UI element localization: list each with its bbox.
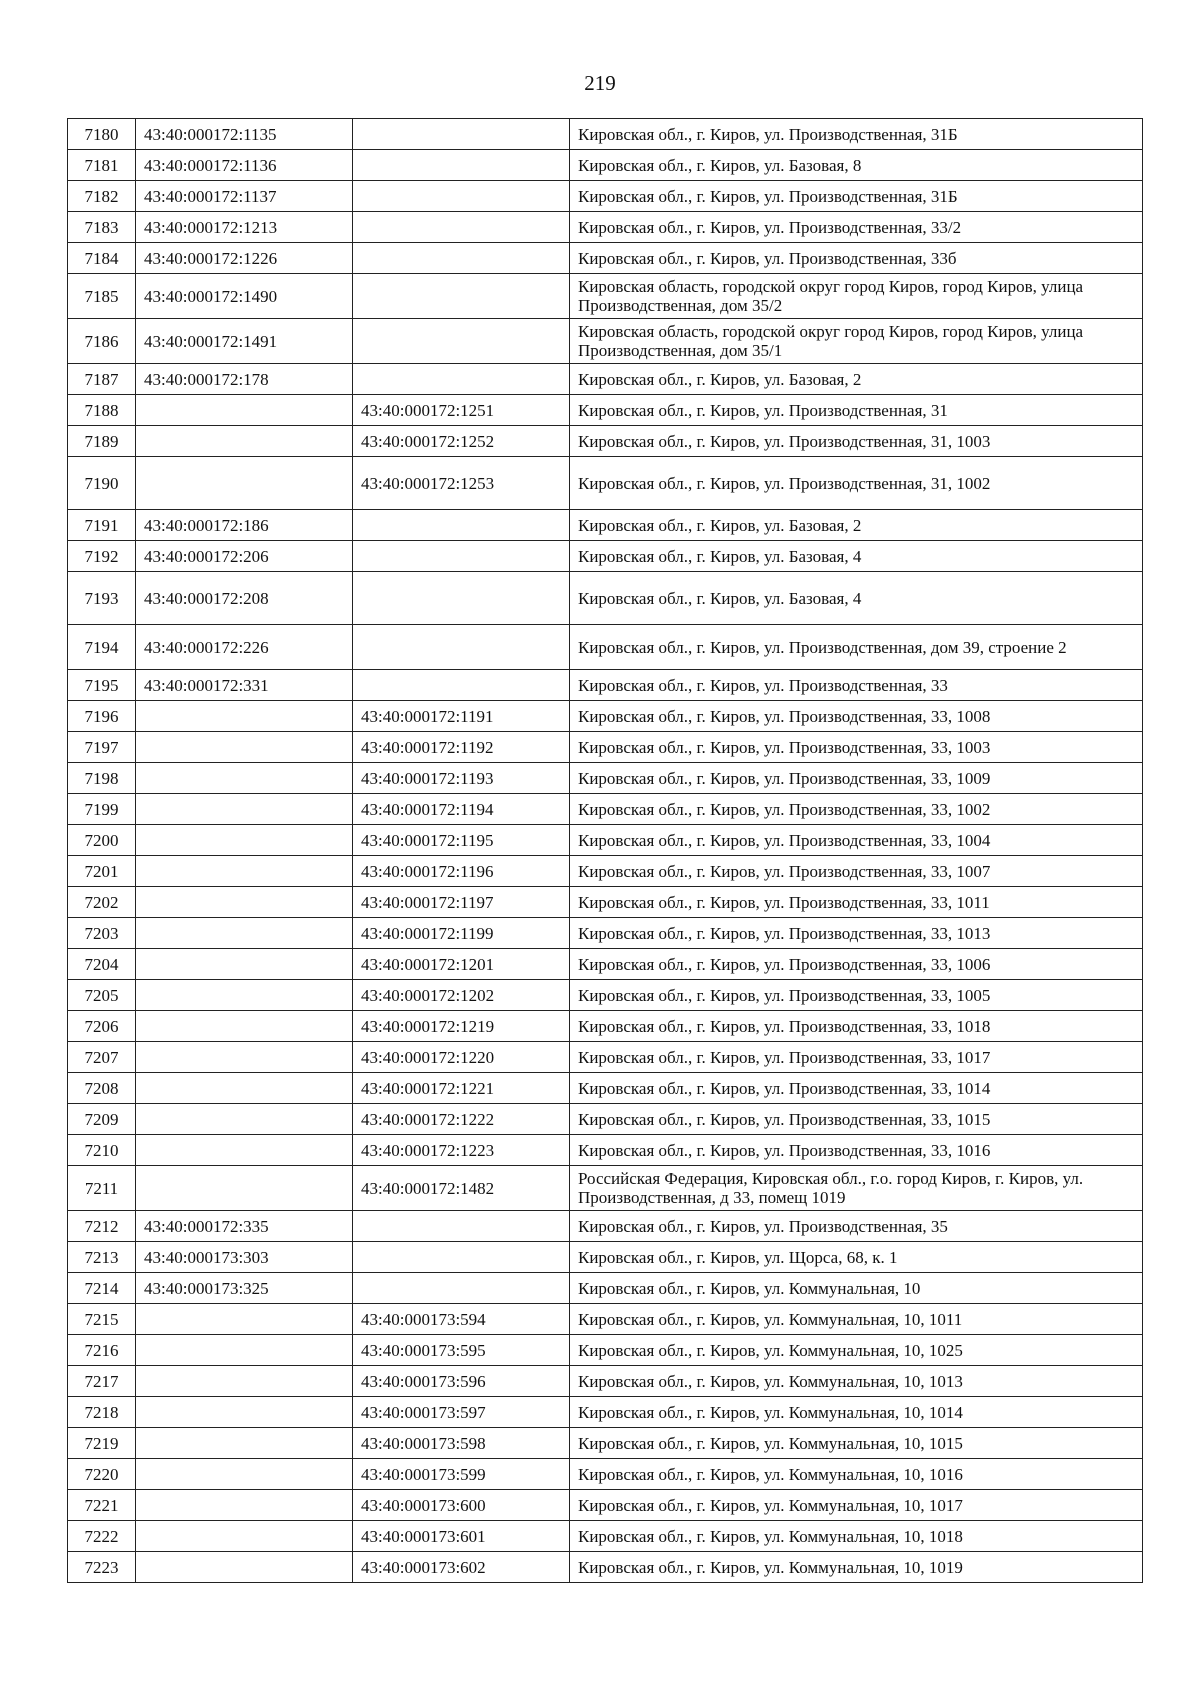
land-cadastral-number [136, 1366, 353, 1397]
address: Кировская обл., г. Киров, ул. Базовая, 2 [570, 510, 1143, 541]
table-row [68, 274, 1143, 319]
row-number: 7209 [68, 1104, 136, 1135]
row-number: 7205 [68, 980, 136, 1011]
object-cadastral-number [353, 364, 570, 395]
land-cadastral-number [136, 1073, 353, 1104]
row-number: 7206 [68, 1011, 136, 1042]
object-cadastral-number: 43:40:000172:1482 [353, 1166, 570, 1211]
object-cadastral-number [353, 1273, 570, 1304]
row-number: 7193 [68, 572, 136, 625]
address: Кировская обл., г. Киров, ул. Базовая, 2 [570, 364, 1143, 395]
address: Кировская обл., г. Киров, ул. Производственная, 33, 1008 [570, 701, 1143, 732]
object-cadastral-number [353, 319, 570, 364]
row-number: 7190 [68, 457, 136, 510]
table-row [68, 1166, 1143, 1211]
land-cadastral-number: 43:40:000172:1137 [136, 181, 353, 212]
land-cadastral-number: 43:40:000172:331 [136, 670, 353, 701]
row-number: 7212 [68, 1211, 136, 1242]
row-number: 7180 [68, 119, 136, 150]
address: Кировская обл., г. Киров, ул. Производственная, 31Б [570, 119, 1143, 150]
address: Кировская обл., г. Киров, ул. Производственная, 33, 1009 [570, 763, 1143, 794]
table-row [68, 1366, 1143, 1397]
table-row [68, 510, 1143, 541]
table-row [68, 1073, 1143, 1104]
land-cadastral-number: 43:40:000172:226 [136, 625, 353, 670]
land-cadastral-number [136, 763, 353, 794]
table-row [68, 701, 1143, 732]
address: Кировская обл., г. Киров, ул. Производственная, 33, 1004 [570, 825, 1143, 856]
address: Кировская обл., г. Киров, ул. Производственная, 33, 1007 [570, 856, 1143, 887]
row-number: 7197 [68, 732, 136, 763]
row-number: 7204 [68, 949, 136, 980]
object-cadastral-number: 43:40:000173:602 [353, 1552, 570, 1583]
address: Кировская обл., г. Киров, ул. Производственная, 33/2 [570, 212, 1143, 243]
land-cadastral-number: 43:40:000172:186 [136, 510, 353, 541]
table-row [68, 426, 1143, 457]
table-row [68, 395, 1143, 426]
object-cadastral-number: 43:40:000173:601 [353, 1521, 570, 1552]
land-cadastral-number [136, 1459, 353, 1490]
object-cadastral-number: 43:40:000173:596 [353, 1366, 570, 1397]
page-number: 219 [584, 71, 616, 95]
table-row [68, 1104, 1143, 1135]
table-row [68, 1242, 1143, 1273]
object-cadastral-number: 43:40:000172:1219 [353, 1011, 570, 1042]
cadastral-table [67, 118, 1143, 1583]
land-cadastral-number: 43:40:000172:1490 [136, 274, 353, 319]
table-row [68, 1304, 1143, 1335]
object-cadastral-number: 43:40:000172:1201 [353, 949, 570, 980]
land-cadastral-number [136, 701, 353, 732]
table-row [68, 1273, 1143, 1304]
table-row [68, 1335, 1143, 1366]
row-number: 7188 [68, 395, 136, 426]
land-cadastral-number [136, 1521, 353, 1552]
land-cadastral-number [136, 1304, 353, 1335]
row-number: 7220 [68, 1459, 136, 1490]
row-number: 7207 [68, 1042, 136, 1073]
object-cadastral-number [353, 212, 570, 243]
row-number: 7191 [68, 510, 136, 541]
address: Кировская обл., г. Киров, ул. Коммунальная, 10, 1013 [570, 1366, 1143, 1397]
row-number: 7182 [68, 181, 136, 212]
land-cadastral-number [136, 426, 353, 457]
address: Кировская обл., г. Киров, ул. Коммунальная, 10, 1025 [570, 1335, 1143, 1366]
row-number: 7192 [68, 541, 136, 572]
address: Кировская обл., г. Киров, ул. Производственная, 33 [570, 670, 1143, 701]
land-cadastral-number: 43:40:000172:206 [136, 541, 353, 572]
land-cadastral-number: 43:40:000172:1491 [136, 319, 353, 364]
table-row [68, 364, 1143, 395]
table-row [68, 212, 1143, 243]
land-cadastral-number: 43:40:000172:178 [136, 364, 353, 395]
land-cadastral-number [136, 856, 353, 887]
land-cadastral-number [136, 1011, 353, 1042]
object-cadastral-number: 43:40:000172:1195 [353, 825, 570, 856]
land-cadastral-number [136, 1042, 353, 1073]
row-number: 7211 [68, 1166, 136, 1211]
land-cadastral-number [136, 825, 353, 856]
address: Кировская обл., г. Киров, ул. Производственная, 33б [570, 243, 1143, 274]
table-row [68, 949, 1143, 980]
table-row [68, 1552, 1143, 1583]
land-cadastral-number [136, 949, 353, 980]
row-number: 7196 [68, 701, 136, 732]
row-number: 7223 [68, 1552, 136, 1583]
object-cadastral-number: 43:40:000172:1220 [353, 1042, 570, 1073]
object-cadastral-number: 43:40:000172:1192 [353, 732, 570, 763]
object-cadastral-number [353, 150, 570, 181]
land-cadastral-number [136, 457, 353, 510]
address: Российская Федерация, Кировская обл., г.о. город Киров, г. Киров, ул. Производственная, д 33, помещ 1019 [570, 1166, 1143, 1211]
address: Кировская обл., г. Киров, ул. Производственная, 33, 1018 [570, 1011, 1143, 1042]
object-cadastral-number: 43:40:000173:595 [353, 1335, 570, 1366]
table-row [68, 150, 1143, 181]
object-cadastral-number: 43:40:000172:1191 [353, 701, 570, 732]
address: Кировская обл., г. Киров, ул. Базовая, 8 [570, 150, 1143, 181]
land-cadastral-number: 43:40:000172:335 [136, 1211, 353, 1242]
address: Кировская обл., г. Киров, ул. Производственная, 31 [570, 395, 1143, 426]
row-number: 7189 [68, 426, 136, 457]
object-cadastral-number [353, 1242, 570, 1273]
table-row [68, 625, 1143, 670]
row-number: 7215 [68, 1304, 136, 1335]
row-number: 7185 [68, 274, 136, 319]
object-cadastral-number [353, 670, 570, 701]
row-number: 7219 [68, 1428, 136, 1459]
land-cadastral-number [136, 395, 353, 426]
address: Кировская обл., г. Киров, ул. Коммунальная, 10, 1015 [570, 1428, 1143, 1459]
address: Кировская обл., г. Киров, ул. Производственная, 33, 1005 [570, 980, 1143, 1011]
address: Кировская обл., г. Киров, ул. Производственная, 33, 1013 [570, 918, 1143, 949]
table-row [68, 794, 1143, 825]
land-cadastral-number [136, 1490, 353, 1521]
table-row [68, 1397, 1143, 1428]
row-number: 7221 [68, 1490, 136, 1521]
land-cadastral-number [136, 1397, 353, 1428]
table-row [68, 732, 1143, 763]
table-row [68, 1211, 1143, 1242]
address: Кировская обл., г. Киров, ул. Производственная, 31Б [570, 181, 1143, 212]
address: Кировская область, городской округ город Киров, город Киров, улица Производственная, дом 35/2 [570, 274, 1143, 319]
table-row [68, 856, 1143, 887]
address: Кировская обл., г. Киров, ул. Базовая, 4 [570, 572, 1143, 625]
object-cadastral-number: 43:40:000172:1194 [353, 794, 570, 825]
table-row [68, 1428, 1143, 1459]
row-number: 7186 [68, 319, 136, 364]
object-cadastral-number [353, 181, 570, 212]
row-number: 7187 [68, 364, 136, 395]
address: Кировская обл., г. Киров, ул. Коммунальная, 10, 1018 [570, 1521, 1143, 1552]
row-number: 7208 [68, 1073, 136, 1104]
object-cadastral-number: 43:40:000172:1253 [353, 457, 570, 510]
object-cadastral-number: 43:40:000173:597 [353, 1397, 570, 1428]
address: Кировская обл., г. Киров, ул. Производственная, 33, 1017 [570, 1042, 1143, 1073]
table-row [68, 887, 1143, 918]
table-row [68, 918, 1143, 949]
object-cadastral-number [353, 541, 570, 572]
address: Кировская обл., г. Киров, ул. Производственная, 31, 1003 [570, 426, 1143, 457]
table-row [68, 457, 1143, 510]
land-cadastral-number [136, 794, 353, 825]
table-row [68, 763, 1143, 794]
object-cadastral-number: 43:40:000172:1251 [353, 395, 570, 426]
table-row [68, 119, 1143, 150]
object-cadastral-number [353, 572, 570, 625]
object-cadastral-number [353, 625, 570, 670]
row-number: 7217 [68, 1366, 136, 1397]
object-cadastral-number: 43:40:000172:1252 [353, 426, 570, 457]
object-cadastral-number [353, 243, 570, 274]
object-cadastral-number [353, 119, 570, 150]
row-number: 7218 [68, 1397, 136, 1428]
table-row [68, 1490, 1143, 1521]
table-row [68, 1011, 1143, 1042]
land-cadastral-number [136, 1428, 353, 1459]
land-cadastral-number: 43:40:000173:303 [136, 1242, 353, 1273]
row-number: 7199 [68, 794, 136, 825]
row-number: 7198 [68, 763, 136, 794]
table-row [68, 243, 1143, 274]
address: Кировская обл., г. Киров, ул. Коммунальная, 10, 1014 [570, 1397, 1143, 1428]
row-number: 7194 [68, 625, 136, 670]
address: Кировская обл., г. Киров, ул. Базовая, 4 [570, 541, 1143, 572]
object-cadastral-number: 43:40:000173:599 [353, 1459, 570, 1490]
address: Кировская область, городской округ город Киров, город Киров, улица Производственная, дом 35/1 [570, 319, 1143, 364]
object-cadastral-number: 43:40:000172:1221 [353, 1073, 570, 1104]
address: Кировская обл., г. Киров, ул. Производственная, 33, 1015 [570, 1104, 1143, 1135]
object-cadastral-number: 43:40:000173:598 [353, 1428, 570, 1459]
table-row [68, 825, 1143, 856]
object-cadastral-number: 43:40:000172:1202 [353, 980, 570, 1011]
address: Кировская обл., г. Киров, ул. Производственная, 35 [570, 1211, 1143, 1242]
land-cadastral-number: 43:40:000172:1226 [136, 243, 353, 274]
row-number: 7202 [68, 887, 136, 918]
object-cadastral-number: 43:40:000173:594 [353, 1304, 570, 1335]
object-cadastral-number: 43:40:000172:1199 [353, 918, 570, 949]
land-cadastral-number [136, 1135, 353, 1166]
address: Кировская обл., г. Киров, ул. Производственная, 31, 1002 [570, 457, 1143, 510]
land-cadastral-number [136, 1104, 353, 1135]
table-row [68, 541, 1143, 572]
table-row [68, 319, 1143, 364]
table-row [68, 1521, 1143, 1552]
row-number: 7222 [68, 1521, 136, 1552]
address: Кировская обл., г. Киров, ул. Коммунальная, 10, 1016 [570, 1459, 1143, 1490]
row-number: 7201 [68, 856, 136, 887]
object-cadastral-number [353, 510, 570, 541]
table-row [68, 980, 1143, 1011]
table-row [68, 1135, 1143, 1166]
land-cadastral-number: 43:40:000172:1135 [136, 119, 353, 150]
address: Кировская обл., г. Киров, ул. Производственная, 33, 1002 [570, 794, 1143, 825]
address: Кировская обл., г. Киров, ул. Коммунальная, 10, 1011 [570, 1304, 1143, 1335]
table-row [68, 670, 1143, 701]
land-cadastral-number [136, 732, 353, 763]
object-cadastral-number: 43:40:000172:1193 [353, 763, 570, 794]
table-row [68, 1042, 1143, 1073]
land-cadastral-number [136, 1166, 353, 1211]
land-cadastral-number [136, 980, 353, 1011]
land-cadastral-number [136, 887, 353, 918]
address: Кировская обл., г. Киров, ул. Производственная, 33, 1003 [570, 732, 1143, 763]
land-cadastral-number: 43:40:000172:1136 [136, 150, 353, 181]
table-row [68, 1459, 1143, 1490]
address: Кировская обл., г. Киров, ул. Щорса, 68, к. 1 [570, 1242, 1143, 1273]
address: Кировская обл., г. Киров, ул. Производственная, дом 39, строение 2 [570, 625, 1143, 670]
row-number: 7200 [68, 825, 136, 856]
row-number: 7183 [68, 212, 136, 243]
address: Кировская обл., г. Киров, ул. Производственная, 33, 1016 [570, 1135, 1143, 1166]
land-cadastral-number: 43:40:000172:1213 [136, 212, 353, 243]
object-cadastral-number [353, 274, 570, 319]
land-cadastral-number [136, 918, 353, 949]
address: Кировская обл., г. Киров, ул. Коммунальная, 10 [570, 1273, 1143, 1304]
object-cadastral-number: 43:40:000172:1223 [353, 1135, 570, 1166]
row-number: 7195 [68, 670, 136, 701]
table-row [68, 181, 1143, 212]
table-row [68, 572, 1143, 625]
row-number: 7210 [68, 1135, 136, 1166]
row-number: 7213 [68, 1242, 136, 1273]
row-number: 7216 [68, 1335, 136, 1366]
object-cadastral-number: 43:40:000173:600 [353, 1490, 570, 1521]
row-number: 7214 [68, 1273, 136, 1304]
address: Кировская обл., г. Киров, ул. Коммунальная, 10, 1017 [570, 1490, 1143, 1521]
object-cadastral-number: 43:40:000172:1196 [353, 856, 570, 887]
land-cadastral-number: 43:40:000172:208 [136, 572, 353, 625]
land-cadastral-number [136, 1335, 353, 1366]
object-cadastral-number [353, 1211, 570, 1242]
address: Кировская обл., г. Киров, ул. Производственная, 33, 1006 [570, 949, 1143, 980]
object-cadastral-number: 43:40:000172:1197 [353, 887, 570, 918]
row-number: 7203 [68, 918, 136, 949]
address: Кировская обл., г. Киров, ул. Производственная, 33, 1014 [570, 1073, 1143, 1104]
row-number: 7181 [68, 150, 136, 181]
object-cadastral-number: 43:40:000172:1222 [353, 1104, 570, 1135]
address: Кировская обл., г. Киров, ул. Производственная, 33, 1011 [570, 887, 1143, 918]
land-cadastral-number [136, 1552, 353, 1583]
address: Кировская обл., г. Киров, ул. Коммунальная, 10, 1019 [570, 1552, 1143, 1583]
row-number: 7184 [68, 243, 136, 274]
land-cadastral-number: 43:40:000173:325 [136, 1273, 353, 1304]
